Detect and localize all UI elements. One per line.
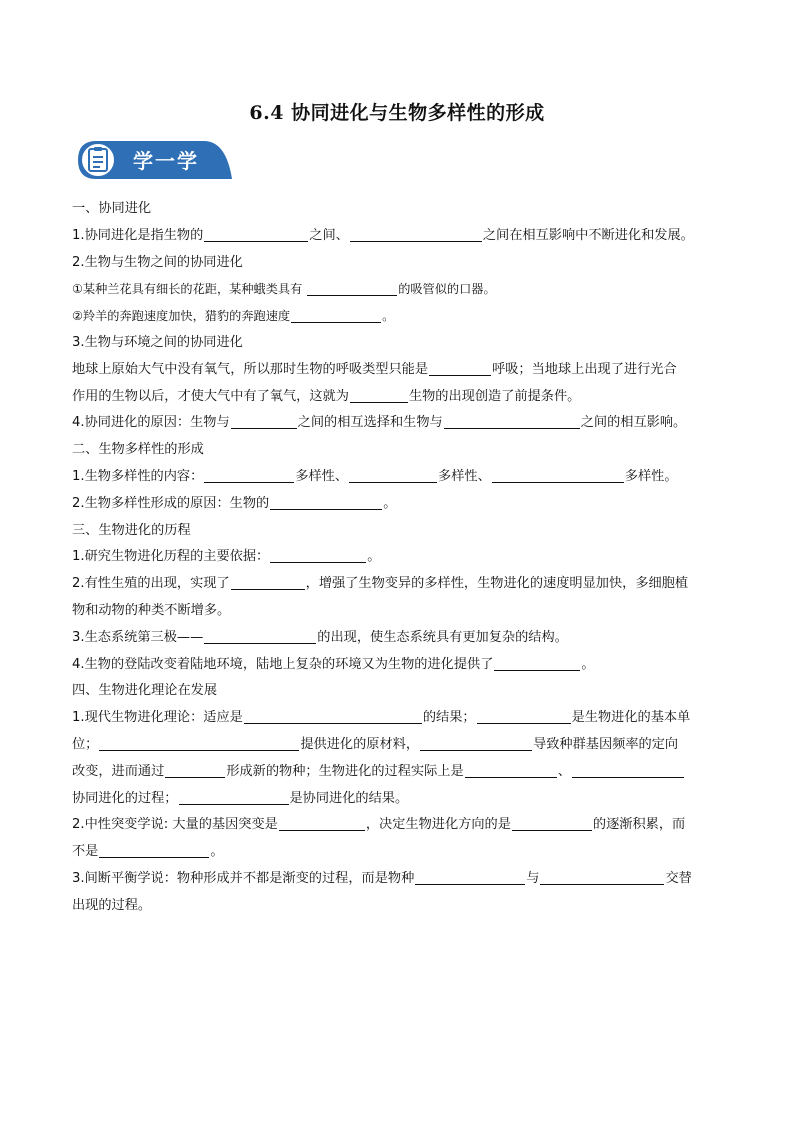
banner-label: 学一学 (133, 149, 199, 173)
section-heading: 一、协同进化 (72, 201, 152, 216)
question-line: 出现的过程。 (72, 897, 152, 913)
answer-blank[interactable] (572, 761, 684, 778)
question-line: 3.生物与环境之间的协同进化 (72, 334, 243, 350)
answer-blank[interactable] (231, 412, 297, 429)
answer-blank[interactable] (512, 814, 592, 831)
answer-blank[interactable] (429, 359, 491, 376)
answer-blank[interactable] (350, 386, 408, 403)
answer-blank[interactable] (465, 761, 557, 778)
section-heading: 四、生物进化理论在发展 (72, 683, 218, 699)
answer-blank[interactable] (231, 573, 305, 590)
question-line: ①某种兰花具有细长的花距，某种蛾类具有 的吸管似的口器。 (72, 276, 722, 303)
question-line: 1.现代生物进化理论：适应是 的结果； 是生物进化的基本单 (72, 705, 722, 732)
answer-blank[interactable] (307, 279, 397, 296)
question-line: 改变，进而通过 形成新的物种；生物进化的过程实际上是 、 (72, 759, 722, 786)
section-heading: 三、生物进化的历程 (72, 522, 191, 538)
question-line: 1.生物多样性的内容： 多样性、 多样性、 多样性。 (72, 464, 722, 491)
answer-blank[interactable] (279, 814, 365, 831)
answer-blank[interactable] (204, 225, 308, 242)
section-banner (76, 139, 234, 181)
question-line: 4.协同进化的原因：生物与 之间的相互选择和生物与 之间的相互影响。 (72, 410, 722, 437)
answer-blank[interactable] (270, 546, 366, 563)
answer-blank[interactable] (99, 841, 209, 858)
answer-blank[interactable] (291, 306, 381, 323)
question-line: 位； 提供进化的原材料， 导致种群基因频率的定向 (72, 732, 722, 759)
answer-blank[interactable] (349, 466, 437, 483)
question-line: 1.研究生物进化历程的主要依据： 。 (72, 544, 722, 571)
question-line: 2.生物与生物之间的协同进化 (72, 254, 243, 270)
question-line: 1.协同进化是指生物的 之间、 之间在相互影响中不断进化和发展。 (72, 223, 722, 250)
answer-blank[interactable] (204, 466, 294, 483)
answer-blank[interactable] (494, 654, 580, 671)
answer-blank[interactable] (244, 707, 422, 724)
answer-blank[interactable] (540, 868, 664, 885)
answer-blank[interactable] (270, 493, 382, 510)
answer-blank[interactable] (477, 707, 571, 724)
answer-blank[interactable] (99, 734, 299, 751)
answer-blank[interactable] (350, 225, 482, 242)
question-line: 2.有性生殖的出现，实现了 ，增强了生物变异的多样性，生物进化的速度明显加快，多细胞植 (72, 571, 722, 598)
question-line: 地球上原始大气中没有氧气，所以那时生物的呼吸类型只能是 呼吸；当地球上出现了进行光合 (72, 357, 722, 384)
question-line: 4.生物的登陆改变着陆地环境，陆地上复杂的环境又为生物的进化提供了 。 (72, 652, 722, 679)
answer-blank[interactable] (415, 868, 525, 885)
question-line: 3.间断平衡学说：物种形成并不都是渐变的过程，而是物种 与 交替 (72, 866, 722, 893)
answer-blank[interactable] (420, 734, 532, 751)
page-title: 6.4 协同进化与生物多样性的形成 (249, 102, 545, 124)
answer-blank[interactable] (492, 466, 624, 483)
section-heading: 二、生物多样性的形成 (72, 442, 204, 458)
question-line: 不是 。 (72, 839, 722, 866)
question-line: ②羚羊的奔跑速度加快，猎豹的奔跑速度 。 (72, 303, 722, 330)
question-line: 2.中性突变学说: 大量的基因突变是 ，决定生物进化方向的是 的逐渐积累，而 (72, 812, 722, 839)
answer-blank[interactable] (165, 761, 225, 778)
answer-blank[interactable] (444, 412, 580, 429)
worksheet-content (72, 196, 722, 920)
question-line: 协同进化的过程； 是协同进化的结果。 (72, 786, 722, 813)
question-line: 3.生态系统第三极—— 的出现，使生态系统具有更加复杂的结构。 (72, 625, 722, 652)
answer-blank[interactable] (179, 788, 289, 805)
question-line: 物和动物的种类不断增多。 (72, 602, 231, 618)
question-line: 作用的生物以后，才使大气中有了氧气，这就为 生物的出现创造了前提条件。 (72, 384, 722, 411)
answer-blank[interactable] (204, 627, 316, 644)
clipboard-icon (83, 145, 113, 175)
question-line: 2.生物多样性形成的原因：生物的 。 (72, 491, 722, 518)
